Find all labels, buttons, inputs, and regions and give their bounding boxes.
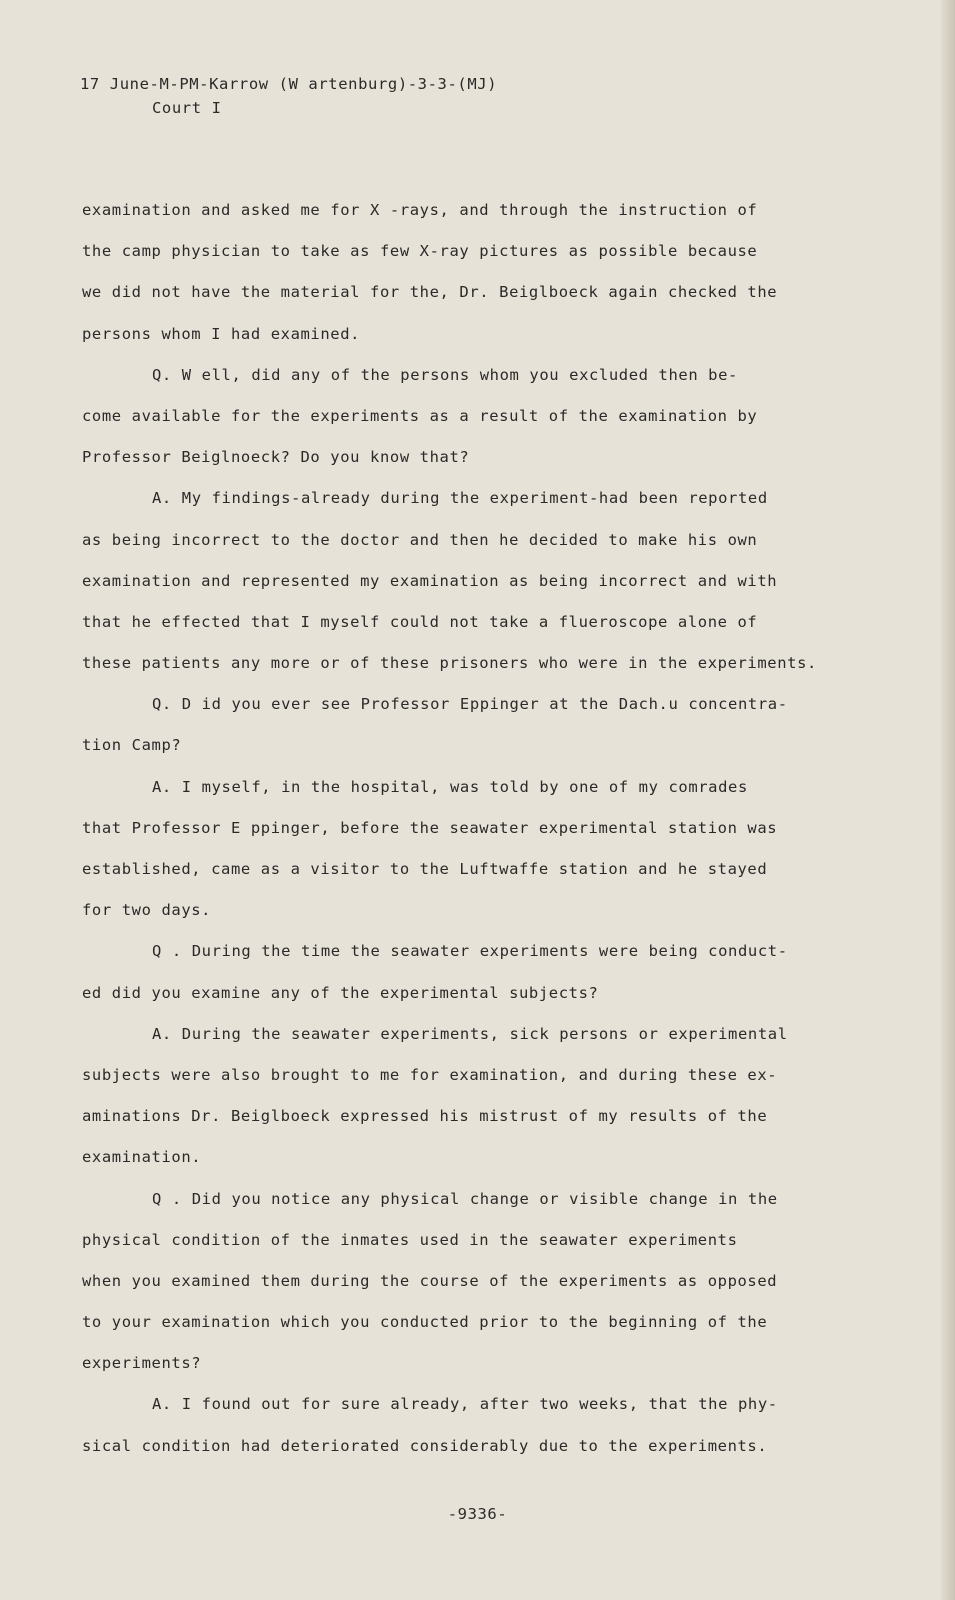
transcript-line: Q. D id you ever see Professor Eppinger at the Dach.u concentra- [152,695,788,714]
transcript-line: experiments? [82,1354,202,1373]
transcript-line: sical condition had deteriorated considerably due to the experiments. [82,1436,768,1455]
transcript-line: persons whom I had examined. [82,324,361,343]
transcript-line: A. During the seawater experiments, sick persons or experimental [152,1024,788,1043]
transcript-line: the camp physician to take as few X-ray pictures as possible because [82,242,758,261]
transcript-line: Q . Did you notice any physical change or visible change in the [152,1189,778,1208]
transcript-line: when you examined them during the course of the experiments as opposed [82,1271,778,1290]
transcript-line: that he effected that I myself could not take a flueroscope alone of [82,612,758,631]
transcript-line: come available for the experiments as a result of the examination by [82,406,758,425]
transcript-line: Professor Beiglnoeck? Do you know that? [82,448,470,467]
transcript-line: examination. [82,1148,202,1167]
header-line-session: 17 June-M-PM-Karrow (W artenburg)-3-3-(MJ) [80,75,498,93]
transcript-line: to your examination which you conducted prior to the beginning of the [82,1313,768,1332]
transcript-line: A. My findings-already during the experiment-had been reported [152,489,768,508]
transcript-line: A. I found out for sure already, after two weeks, that the phy- [152,1395,778,1414]
transcript-line: subjects were also brought to me for examination, and during these ex- [82,1065,778,1084]
page-edge-shadow [941,0,955,1600]
transcript-line: A. I myself, in the hospital, was told by one of my comrades [152,777,748,796]
transcript-line: Q . During the time the seawater experiments were being conduct- [152,942,788,961]
transcript-line: aminations Dr. Beiglboeck expressed his mistrust of my results of the [82,1107,768,1126]
transcript-line: these patients any more or of these prisoners who were in the experiments. [82,654,817,673]
transcript-line: as being incorrect to the doctor and then he decided to make his own [82,530,758,549]
transcript-body [82,190,817,1467]
transcript-line: established, came as a visitor to the Luftwaffe station and he stayed [82,860,768,878]
transcript-line: examination and asked me for X -rays, and through the instruction of [82,201,758,219]
transcript-line: physical condition of the inmates used in the seawater experiments [82,1230,738,1249]
document-header [80,72,497,120]
transcript-line: Q. W ell, did any of the persons whom you excluded then be- [152,365,738,384]
transcript-line: examination and represented my examination as being incorrect and with [82,571,778,590]
transcript-line: ed did you examine any of the experimental subjects? [82,983,599,1002]
transcript-line: that Professor E ppinger, before the seawater experimental station was [82,818,778,837]
transcript-line: for two days. [82,901,212,920]
page-number: -9336- [447,1505,508,1523]
transcript-line: we did not have the material for the, Dr. Beiglboeck again checked the [82,283,778,302]
transcript-line: tion Camp? [82,736,182,755]
header-line-court: Court I [152,99,222,117]
